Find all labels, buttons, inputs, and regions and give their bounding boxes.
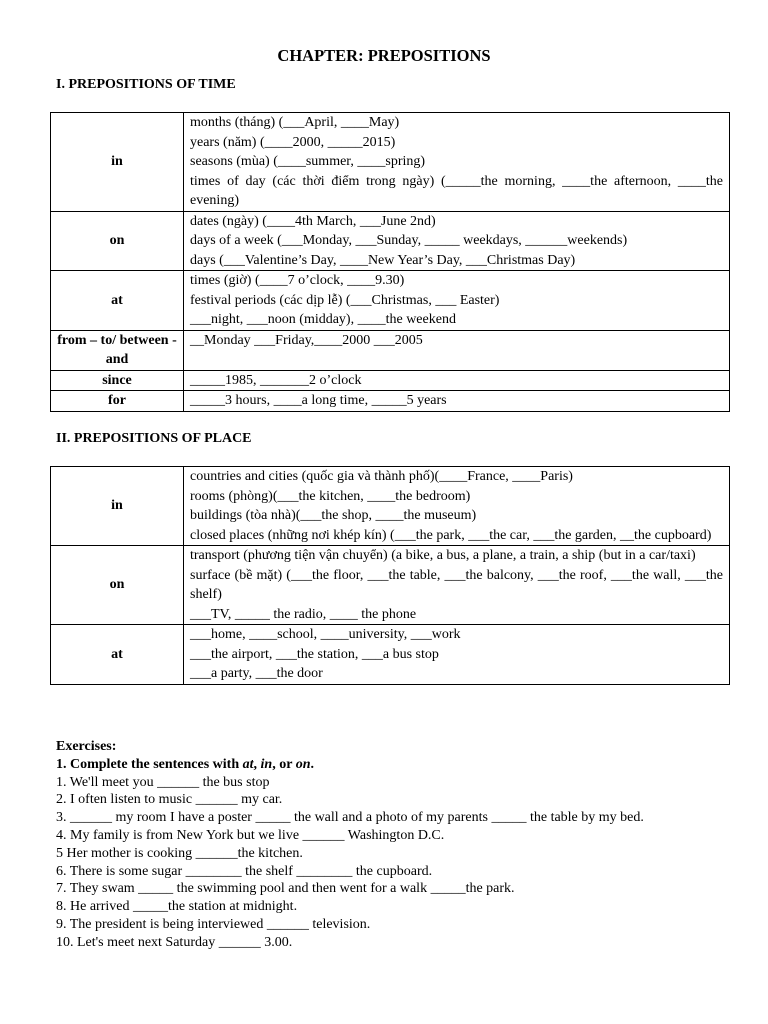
usage-cell — [184, 546, 730, 625]
instruction-separator: , or — [272, 756, 296, 772]
instruction-word-on: on — [295, 756, 311, 772]
usage-line: buildings (tòa nhà)(___the shop, ____the museum) — [190, 508, 477, 523]
usage-line: ___night, ___noon (midday), ____the weekend — [190, 312, 456, 327]
usage-line: ___TV, _____ the radio, ____ the phone — [190, 606, 417, 622]
instruction-word-at: at — [242, 756, 254, 772]
table-row — [51, 330, 730, 370]
usage-line: dates (ngày) (____4th March, ___June 2nd) — [190, 213, 436, 229]
usage-line: surface (bề mặt) (___the floor, ___the table, ___the balcony, ___the roof, ___the wall, ___the shelf) — [190, 567, 723, 602]
usage-line: __Monday ___Friday,____2000 ___2005 — [190, 332, 423, 348]
exercises-section — [56, 738, 736, 952]
preposition-label: since — [51, 370, 184, 391]
usage-line: countries and cities (quốc gia và thành phố)(____France, ____Paris) — [190, 469, 573, 484]
section-heading-place: II. PREPOSITIONS OF PLACE — [56, 431, 252, 446]
instruction-text: 1. Complete the sentences with — [56, 756, 243, 772]
exercise-item: 6. There is some sugar ________ the shelf ________ the cupboard. — [56, 863, 433, 879]
usage-line: times of day (các thời điểm trong ngày) (_____the morning, ____the afternoon, ____the evening) — [190, 173, 723, 208]
preposition-label: in — [51, 113, 184, 212]
usage-line: festival periods (các dịp lễ) (___Christmas, ___ Easter) — [190, 292, 500, 308]
usage-line: rooms (phòng)(___the kitchen, ____the bedroom) — [190, 488, 471, 504]
preposition-label: from – to/ between - and — [51, 330, 184, 370]
exercise-item: 3. ______ my room I have a poster _____ the wall and a photo of my parents _____ the table by my bed. — [56, 810, 644, 826]
place-prepositions-table — [50, 466, 730, 685]
table-row — [51, 211, 730, 271]
preposition-label: for — [51, 391, 184, 412]
preposition-label: on — [51, 211, 184, 271]
time-prepositions-table — [50, 112, 730, 412]
usage-line: _____3 hours, ____a long time, _____5 years — [190, 393, 447, 408]
exercise-item: 7. They swam _____ the swimming pool and then went for a walk _____the park. — [56, 881, 515, 897]
usage-line: seasons (mùa) (____summer, ____spring) — [190, 154, 426, 169]
exercise-item: 9. The president is being interviewed ______ television. — [56, 916, 371, 932]
usage-line: _____1985, _______2 o’clock — [190, 372, 362, 388]
exercise-item: 5 Her mother is cooking ______the kitchen. — [56, 845, 303, 861]
usage-line: months (tháng) (___April, ____May) — [190, 115, 400, 130]
instruction-word-in: in — [260, 756, 273, 772]
preposition-label: on — [51, 546, 184, 625]
preposition-label: at — [51, 625, 184, 685]
usage-line: years (năm) (____2000, _____2015) — [190, 134, 396, 150]
usage-line: closed places (những nơi khép kín) (___the park, ___the car, ___the garden, __the cupboard) — [190, 527, 712, 543]
exercise-item: 10. Let's meet next Saturday ______ 3.00. — [56, 934, 293, 950]
exercise-instruction — [56, 756, 736, 774]
usage-cell — [184, 113, 730, 212]
table-row — [51, 271, 730, 331]
section-heading-time: I. PREPOSITIONS OF TIME — [56, 77, 236, 92]
usage-cell — [184, 211, 730, 271]
table-row — [51, 467, 730, 546]
usage-line: days (___Valentine’s Day, ____New Year’s Day, ___Christmas Day) — [190, 252, 576, 268]
usage-line: transport (phương tiện vận chuyển) (a bike, a bus, a plane, a train, a ship (but in a car/taxi) — [190, 548, 696, 563]
usage-line: ___home, ____school, ____university, ___work — [190, 627, 461, 642]
usage-line: ___a party, ___the door — [190, 666, 323, 681]
table-row — [51, 625, 730, 685]
usage-cell — [184, 271, 730, 331]
exercise-item: 1. We'll meet you ______ the bus stop — [56, 774, 270, 790]
usage-cell — [184, 625, 730, 685]
usage-line: times (giờ) (____7 o’clock, ____9.30) — [190, 273, 405, 288]
instruction-suffix: . — [310, 756, 314, 772]
exercise-item: 8. He arrived _____the station at midnight. — [56, 899, 298, 915]
exercise-item: 2. I often listen to music ______ my car. — [56, 792, 283, 808]
table-row — [51, 113, 730, 212]
table-row — [51, 391, 730, 412]
preposition-label: at — [51, 271, 184, 331]
usage-line: days of a week (___Monday, ___Sunday, _____ weekdays, ______weekends) — [190, 233, 628, 248]
table-row — [51, 370, 730, 391]
usage-cell — [184, 370, 730, 391]
instruction-separator: , — [253, 756, 261, 772]
usage-cell — [184, 391, 730, 412]
usage-cell — [184, 467, 730, 546]
exercises-heading: Exercises: — [56, 739, 117, 754]
page-title: CHAPTER: PREPOSITIONS — [277, 46, 491, 65]
usage-line: ___the airport, ___the station, ___a bus stop — [190, 646, 439, 662]
preposition-label: in — [51, 467, 184, 546]
usage-cell — [184, 330, 730, 370]
table-row — [51, 546, 730, 625]
exercise-item: 4. My family is from New York but we live ______ Washington D.C. — [56, 827, 445, 843]
